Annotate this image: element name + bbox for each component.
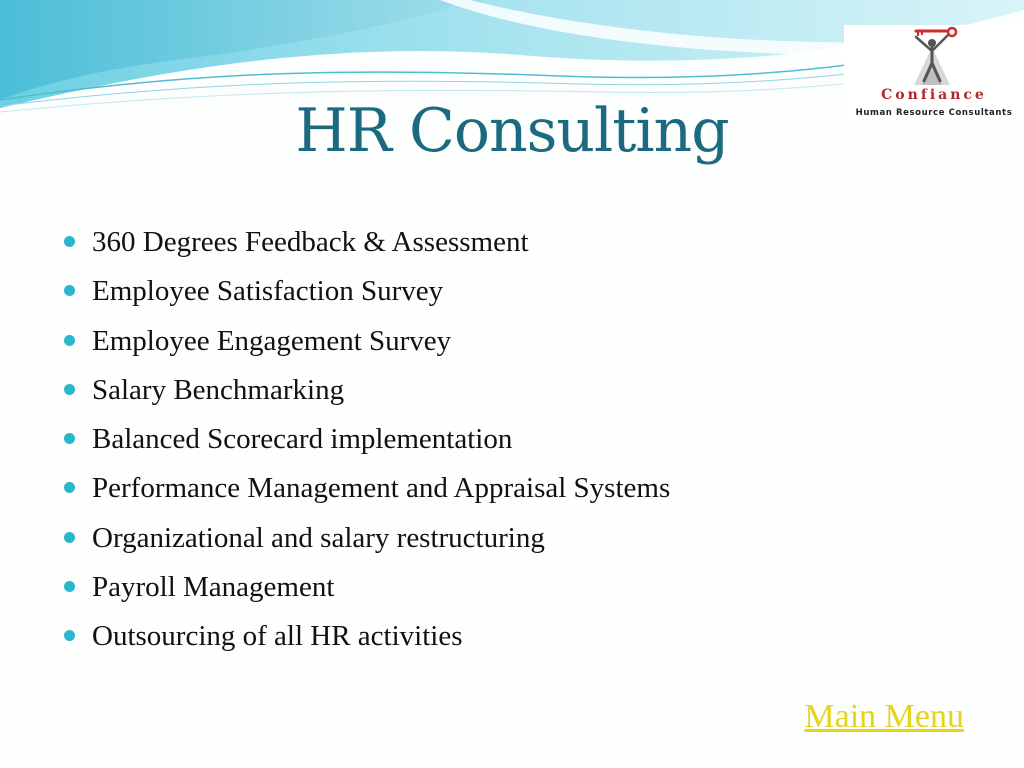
bullet-text: Payroll Management: [92, 571, 335, 604]
bullet-item: [64, 616, 670, 665]
logo-tagline: Human Resource Consultants: [855, 108, 1013, 118]
bullet-item: [64, 222, 670, 271]
bullet-list: [64, 222, 670, 666]
bullet-text: Employee Satisfaction Survey: [92, 275, 444, 308]
bullet-dot-icon: [64, 630, 75, 641]
slide-title: HR Consulting: [295, 96, 729, 166]
bullet-item: [64, 370, 670, 419]
bullet-text: Salary Benchmarking: [92, 373, 345, 406]
bullet-text: 360 Degrees Feedback & Assessment: [92, 226, 529, 258]
bullet-text: Employee Engagement Survey: [92, 324, 452, 357]
bullet-item: [64, 321, 670, 370]
bullet-item: [64, 419, 670, 468]
bullet-item: [64, 518, 670, 567]
bullet-item: [64, 271, 670, 320]
bullet-text: Organizational and salary restructuring: [92, 521, 545, 554]
bullet-text: Outsourcing of all HR activities: [92, 620, 463, 653]
logo-name: Confiance: [881, 87, 987, 103]
bullet-dot-icon: [64, 384, 75, 395]
bullet-dot-icon: [64, 236, 75, 247]
bullet-text: Performance Management and Appraisal Systems: [92, 472, 671, 505]
bullet-dot-icon: [64, 532, 75, 543]
bullet-dot-icon: [64, 335, 75, 346]
bullet-dot-icon: [64, 581, 75, 592]
bullet-dot-icon: [64, 285, 75, 296]
bullet-item: [64, 567, 670, 616]
main-menu-link[interactable]: Main Menu: [804, 698, 964, 735]
bullet-dot-icon: [64, 433, 75, 444]
bullet-dot-icon: [64, 482, 75, 493]
bullet-item: [64, 468, 670, 517]
bullet-text: Balanced Scorecard implementation: [92, 423, 513, 456]
key-figure-icon: [902, 27, 962, 87]
